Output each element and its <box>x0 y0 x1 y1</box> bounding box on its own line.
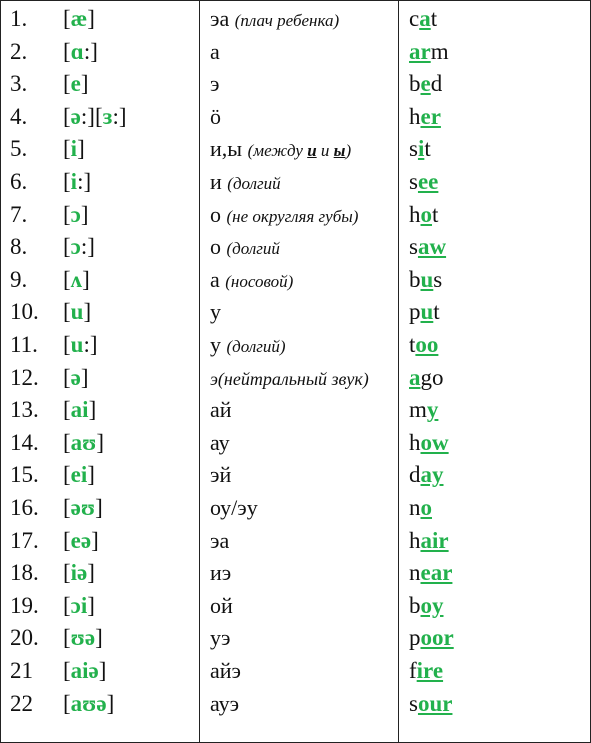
ipa-transcription <box>63 101 127 133</box>
example-text: t <box>424 136 431 162</box>
russian-sound: а <box>210 266 220 292</box>
example-text: n <box>409 495 421 520</box>
english-example <box>409 655 443 687</box>
russian-approximation <box>210 492 258 524</box>
row-number: 18. <box>10 560 39 586</box>
example-highlight: oo <box>415 332 439 357</box>
ipa-bracket: ] <box>80 201 89 227</box>
row-number: 15. <box>10 462 39 488</box>
ipa-bracket: [ <box>63 560 71 586</box>
example-text: n <box>409 560 421 586</box>
russian-approximation <box>210 362 369 394</box>
example-text: s <box>409 690 418 716</box>
ipa-bracket: [ <box>63 527 71 553</box>
row-number: 9. <box>10 266 28 292</box>
ipa-sound: ə <box>70 364 81 390</box>
ipa-sound: i <box>70 169 78 194</box>
english-example <box>409 557 452 589</box>
table-row <box>1 492 591 524</box>
ipa-sound: ɔ <box>70 201 81 227</box>
ipa-transcription <box>63 199 89 231</box>
ipa-transcription <box>63 362 89 394</box>
example-text: p <box>409 625 421 651</box>
row-number: 8. <box>10 234 28 260</box>
table-row <box>1 68 591 100</box>
russian-approximation <box>210 264 293 296</box>
ipa-bracket: [ <box>63 625 71 651</box>
english-example <box>409 590 444 622</box>
table-row <box>1 3 591 35</box>
english-example <box>409 231 446 263</box>
russian-approximation <box>210 231 280 263</box>
example-highlight: a <box>409 364 421 390</box>
table-row <box>1 590 591 622</box>
russian-sound: эа <box>210 6 230 31</box>
ipa-bracket: [ <box>63 299 71 325</box>
ipa-sound: ʊə <box>70 625 96 651</box>
example-highlight: ire <box>416 658 444 683</box>
ipa-bracket: ] <box>80 71 89 97</box>
ipa-sound: iə <box>70 560 88 586</box>
english-example <box>409 459 444 491</box>
example-highlight: ar <box>409 38 431 64</box>
ipa-sound: ei <box>70 462 88 488</box>
row-number: 10. <box>10 299 39 325</box>
ipa-transcription <box>63 525 99 557</box>
row-number: 19. <box>10 592 39 618</box>
note-emphasis: ы <box>333 141 346 161</box>
ipa-bracket: :] <box>112 103 127 129</box>
russian-approximation <box>210 68 219 100</box>
note-text: (плач ребенка) <box>234 11 340 30</box>
russian-sound: ой <box>210 592 233 618</box>
ipa-bracket: ] <box>106 690 115 716</box>
example-highlight: o <box>420 495 432 520</box>
note-text: (носовой) <box>225 271 294 291</box>
example-highlight: oor <box>420 625 454 651</box>
ipa-bracket: ] <box>83 299 92 325</box>
ipa-bracket: [ <box>63 364 71 390</box>
note-text: ) <box>345 141 352 161</box>
ipa-bracket: ] <box>77 136 85 162</box>
ipa-sound: ai <box>70 397 89 423</box>
ipa-bracket: [ <box>63 397 71 423</box>
russian-approximation <box>210 166 281 198</box>
ipa-transcription <box>63 231 95 263</box>
note-text: э(нейтральный звук) <box>210 368 369 389</box>
example-highlight: er <box>420 103 441 129</box>
russian-sound: эа <box>210 527 230 553</box>
example-text: t <box>430 6 438 31</box>
table-row <box>1 166 591 198</box>
ipa-sound: aiə <box>70 658 99 683</box>
ipa-sound: əʊ <box>70 495 96 520</box>
ipa-transcription <box>63 655 106 687</box>
english-example <box>409 492 432 524</box>
row-number: 14. <box>10 429 39 455</box>
russian-note <box>210 369 369 389</box>
ipa-bracket: ] <box>95 495 103 520</box>
example-highlight: ay <box>420 462 444 488</box>
ipa-bracket: [ <box>63 495 71 520</box>
ipa-transcription <box>63 166 91 198</box>
ipa-sound: e <box>70 71 81 97</box>
russian-approximation <box>210 622 230 654</box>
example-text: s <box>409 234 418 260</box>
ipa-bracket: :] <box>80 234 95 260</box>
example-highlight: e <box>420 71 431 97</box>
ipa-sound: aʊə <box>70 690 107 716</box>
example-text: b <box>409 266 421 292</box>
english-example <box>409 622 454 654</box>
table-row <box>1 525 591 557</box>
table-row <box>1 101 591 133</box>
example-highlight: y <box>426 397 439 423</box>
ipa-bracket: [ <box>63 169 71 194</box>
row-number: 13. <box>10 397 39 423</box>
ipa-bracket: [ <box>63 71 71 97</box>
russian-sound: о <box>210 234 221 260</box>
example-text: b <box>409 71 421 97</box>
ipa-transcription <box>63 36 98 68</box>
row-number: 22 <box>10 690 33 716</box>
example-highlight: aw <box>417 234 447 260</box>
example-text: s <box>409 136 418 162</box>
ipa-sound: u <box>70 299 84 325</box>
english-example <box>409 525 449 557</box>
ipa-bracket: [ <box>63 266 71 292</box>
english-example <box>409 36 449 68</box>
table-row <box>1 655 591 687</box>
ipa-transcription <box>63 329 98 361</box>
ipa-bracket: [ <box>63 136 71 162</box>
row-number: 6. <box>10 169 28 194</box>
russian-sound: э <box>210 71 220 97</box>
russian-sound: айэ <box>210 658 241 683</box>
example-text: t <box>409 332 416 357</box>
row-number: 21 <box>10 658 33 683</box>
example-text: h <box>409 103 421 129</box>
russian-sound: а <box>210 38 220 64</box>
ipa-bracket: ] <box>87 462 95 488</box>
english-example <box>409 3 437 35</box>
english-example <box>409 394 438 426</box>
example-highlight: i <box>417 136 425 162</box>
example-highlight: air <box>420 527 449 553</box>
example-highlight: u <box>420 266 434 292</box>
russian-note <box>227 239 280 258</box>
example-text: f <box>409 658 417 683</box>
ipa-bracket: ] <box>95 625 103 651</box>
note-text: (долгий <box>227 174 281 193</box>
russian-approximation <box>210 688 239 720</box>
ipa-bracket: [ <box>63 103 71 129</box>
russian-approximation <box>210 36 220 68</box>
english-example <box>409 68 442 100</box>
ipa-sound: ɔi <box>70 592 88 618</box>
english-example <box>409 427 449 459</box>
ipa-bracket: ] <box>96 429 105 455</box>
note-emphasis: и <box>307 141 317 161</box>
ipa-bracket: ] <box>91 527 99 553</box>
russian-note <box>235 11 339 30</box>
example-text: h <box>409 429 421 455</box>
example-text: m <box>409 397 427 423</box>
row-number: 17. <box>10 527 39 553</box>
ipa-sound: ə <box>70 103 81 129</box>
russian-approximation <box>210 590 233 622</box>
ipa-transcription <box>63 557 95 589</box>
example-text: h <box>409 201 421 227</box>
russian-approximation <box>210 459 231 491</box>
russian-approximation <box>210 296 221 328</box>
example-highlight: o <box>420 201 432 227</box>
table-row <box>1 459 591 491</box>
ipa-transcription <box>63 590 95 622</box>
ipa-sound: ɔ <box>70 234 81 260</box>
ipa-bracket: [ <box>63 429 71 455</box>
russian-sound: ауэ <box>210 690 240 716</box>
ipa-bracket: [ <box>63 38 71 64</box>
russian-sound: о <box>210 201 221 227</box>
example-text: t <box>433 299 440 325</box>
row-number: 11. <box>10 332 38 357</box>
ipa-transcription <box>63 264 90 296</box>
russian-approximation <box>210 394 232 426</box>
russian-approximation <box>210 199 358 231</box>
note-text: (между <box>247 141 303 161</box>
ipa-sound: eə <box>70 527 92 553</box>
example-text: m <box>430 38 449 64</box>
ipa-transcription <box>63 296 91 328</box>
ipa-bracket: :] <box>83 332 98 357</box>
example-text: p <box>409 299 421 325</box>
russian-approximation <box>210 557 231 589</box>
row-number: 5. <box>10 136 28 162</box>
russian-sound: у <box>210 332 221 357</box>
table-row <box>1 622 591 654</box>
ipa-transcription <box>63 68 89 100</box>
ipa-bracket: [ <box>63 658 71 683</box>
ipa-sound: ɑ <box>70 38 84 64</box>
ipa-bracket: [ <box>63 592 71 618</box>
english-example <box>409 166 438 198</box>
note-text: (долгий) <box>226 337 286 356</box>
ipa-sound: ʌ <box>70 266 83 292</box>
table-row <box>1 362 591 394</box>
example-text: b <box>409 592 421 618</box>
russian-sound: ö <box>210 103 221 129</box>
ipa-bracket: [ <box>63 332 71 357</box>
example-text: d <box>430 71 443 97</box>
ipa-transcription <box>63 688 114 720</box>
russian-sound: и <box>210 169 222 194</box>
ipa-transcription <box>63 459 95 491</box>
russian-note <box>227 207 359 226</box>
example-highlight: ee <box>417 169 439 194</box>
example-highlight: oy <box>420 592 444 618</box>
russian-approximation <box>210 101 221 133</box>
english-example <box>409 264 442 296</box>
english-example <box>409 133 431 165</box>
russian-approximation <box>210 655 241 687</box>
example-text: c <box>409 6 420 31</box>
ipa-transcription <box>63 3 95 35</box>
ipa-transcription <box>63 427 104 459</box>
ipa-sound: i <box>70 136 78 162</box>
ipa-sound: æ <box>70 6 88 31</box>
ipa-bracket: ] <box>80 364 89 390</box>
example-highlight: a <box>419 6 431 31</box>
ipa-bracket: ] <box>87 592 95 618</box>
table-row <box>1 688 591 720</box>
example-text: s <box>409 169 418 194</box>
table-row <box>1 231 591 263</box>
russian-approximation <box>210 427 230 459</box>
english-example <box>409 199 438 231</box>
row-number: 4. <box>10 103 28 129</box>
table-row <box>1 394 591 426</box>
example-highlight: ear <box>420 560 453 586</box>
row-number: 7. <box>10 201 28 227</box>
russian-sound: эй <box>210 462 232 488</box>
russian-sound: ау <box>210 429 230 455</box>
example-highlight: u <box>420 299 434 325</box>
table-row <box>1 199 591 231</box>
russian-note <box>227 337 286 356</box>
row-number: 1. <box>10 6 28 31</box>
ipa-transcription <box>63 133 85 165</box>
table-row <box>1 296 591 328</box>
russian-note <box>225 272 293 291</box>
note-text: (долгий <box>226 239 280 259</box>
row-number: 2. <box>10 38 28 64</box>
ipa-sound: aʊ <box>70 429 97 455</box>
english-example <box>409 329 438 361</box>
ipa-bracket: ] <box>87 6 95 31</box>
russian-approximation <box>210 133 351 165</box>
ipa-sound: u <box>70 332 84 357</box>
ipa-bracket: :][ <box>80 103 103 129</box>
table-row <box>1 264 591 296</box>
table-row <box>1 427 591 459</box>
russian-sound: иэ <box>210 560 232 586</box>
example-highlight: ow <box>420 429 449 455</box>
ipa-bracket: [ <box>63 234 71 260</box>
ipa-sound: ɜ <box>102 103 113 129</box>
example-text: t <box>432 201 439 227</box>
table-row <box>1 329 591 361</box>
note-text: (не округляя губы) <box>226 206 359 226</box>
example-text: h <box>409 527 421 553</box>
ipa-bracket: ] <box>87 560 95 586</box>
ipa-bracket: ] <box>98 658 107 683</box>
english-example <box>409 362 444 394</box>
note-text: и <box>320 141 330 161</box>
russian-note <box>227 174 280 193</box>
russian-sound: ай <box>210 397 232 423</box>
row-number: 12. <box>10 364 39 390</box>
ipa-bracket: [ <box>63 201 71 227</box>
example-highlight: our <box>417 690 453 716</box>
table-row <box>1 133 591 165</box>
example-text: go <box>420 364 444 390</box>
russian-sound: уэ <box>210 625 231 651</box>
russian-approximation <box>210 3 339 35</box>
ipa-bracket: [ <box>63 6 71 31</box>
ipa-bracket: [ <box>63 462 71 488</box>
ipa-transcription <box>63 622 103 654</box>
row-number: 16. <box>10 495 39 520</box>
row-number: 3. <box>10 71 28 97</box>
ipa-bracket: ] <box>88 397 97 423</box>
russian-sound: и,ы <box>210 136 243 162</box>
table-row <box>1 36 591 68</box>
russian-sound: оу/эу <box>210 495 258 520</box>
russian-sound: у <box>210 299 221 325</box>
example-text: s <box>433 266 443 292</box>
english-example <box>409 688 452 720</box>
ipa-bracket: [ <box>63 690 71 716</box>
ipa-bracket: :] <box>77 169 92 194</box>
russian-approximation <box>210 525 229 557</box>
row-number: 20. <box>10 625 39 651</box>
english-example <box>409 101 441 133</box>
ipa-bracket: ] <box>82 266 90 292</box>
russian-note <box>248 141 352 160</box>
ipa-transcription <box>63 394 96 426</box>
example-text: d <box>409 462 421 488</box>
russian-approximation <box>210 329 286 361</box>
ipa-transcription <box>63 492 103 524</box>
table-row <box>1 557 591 589</box>
english-example <box>409 296 440 328</box>
ipa-bracket: :] <box>83 38 98 64</box>
